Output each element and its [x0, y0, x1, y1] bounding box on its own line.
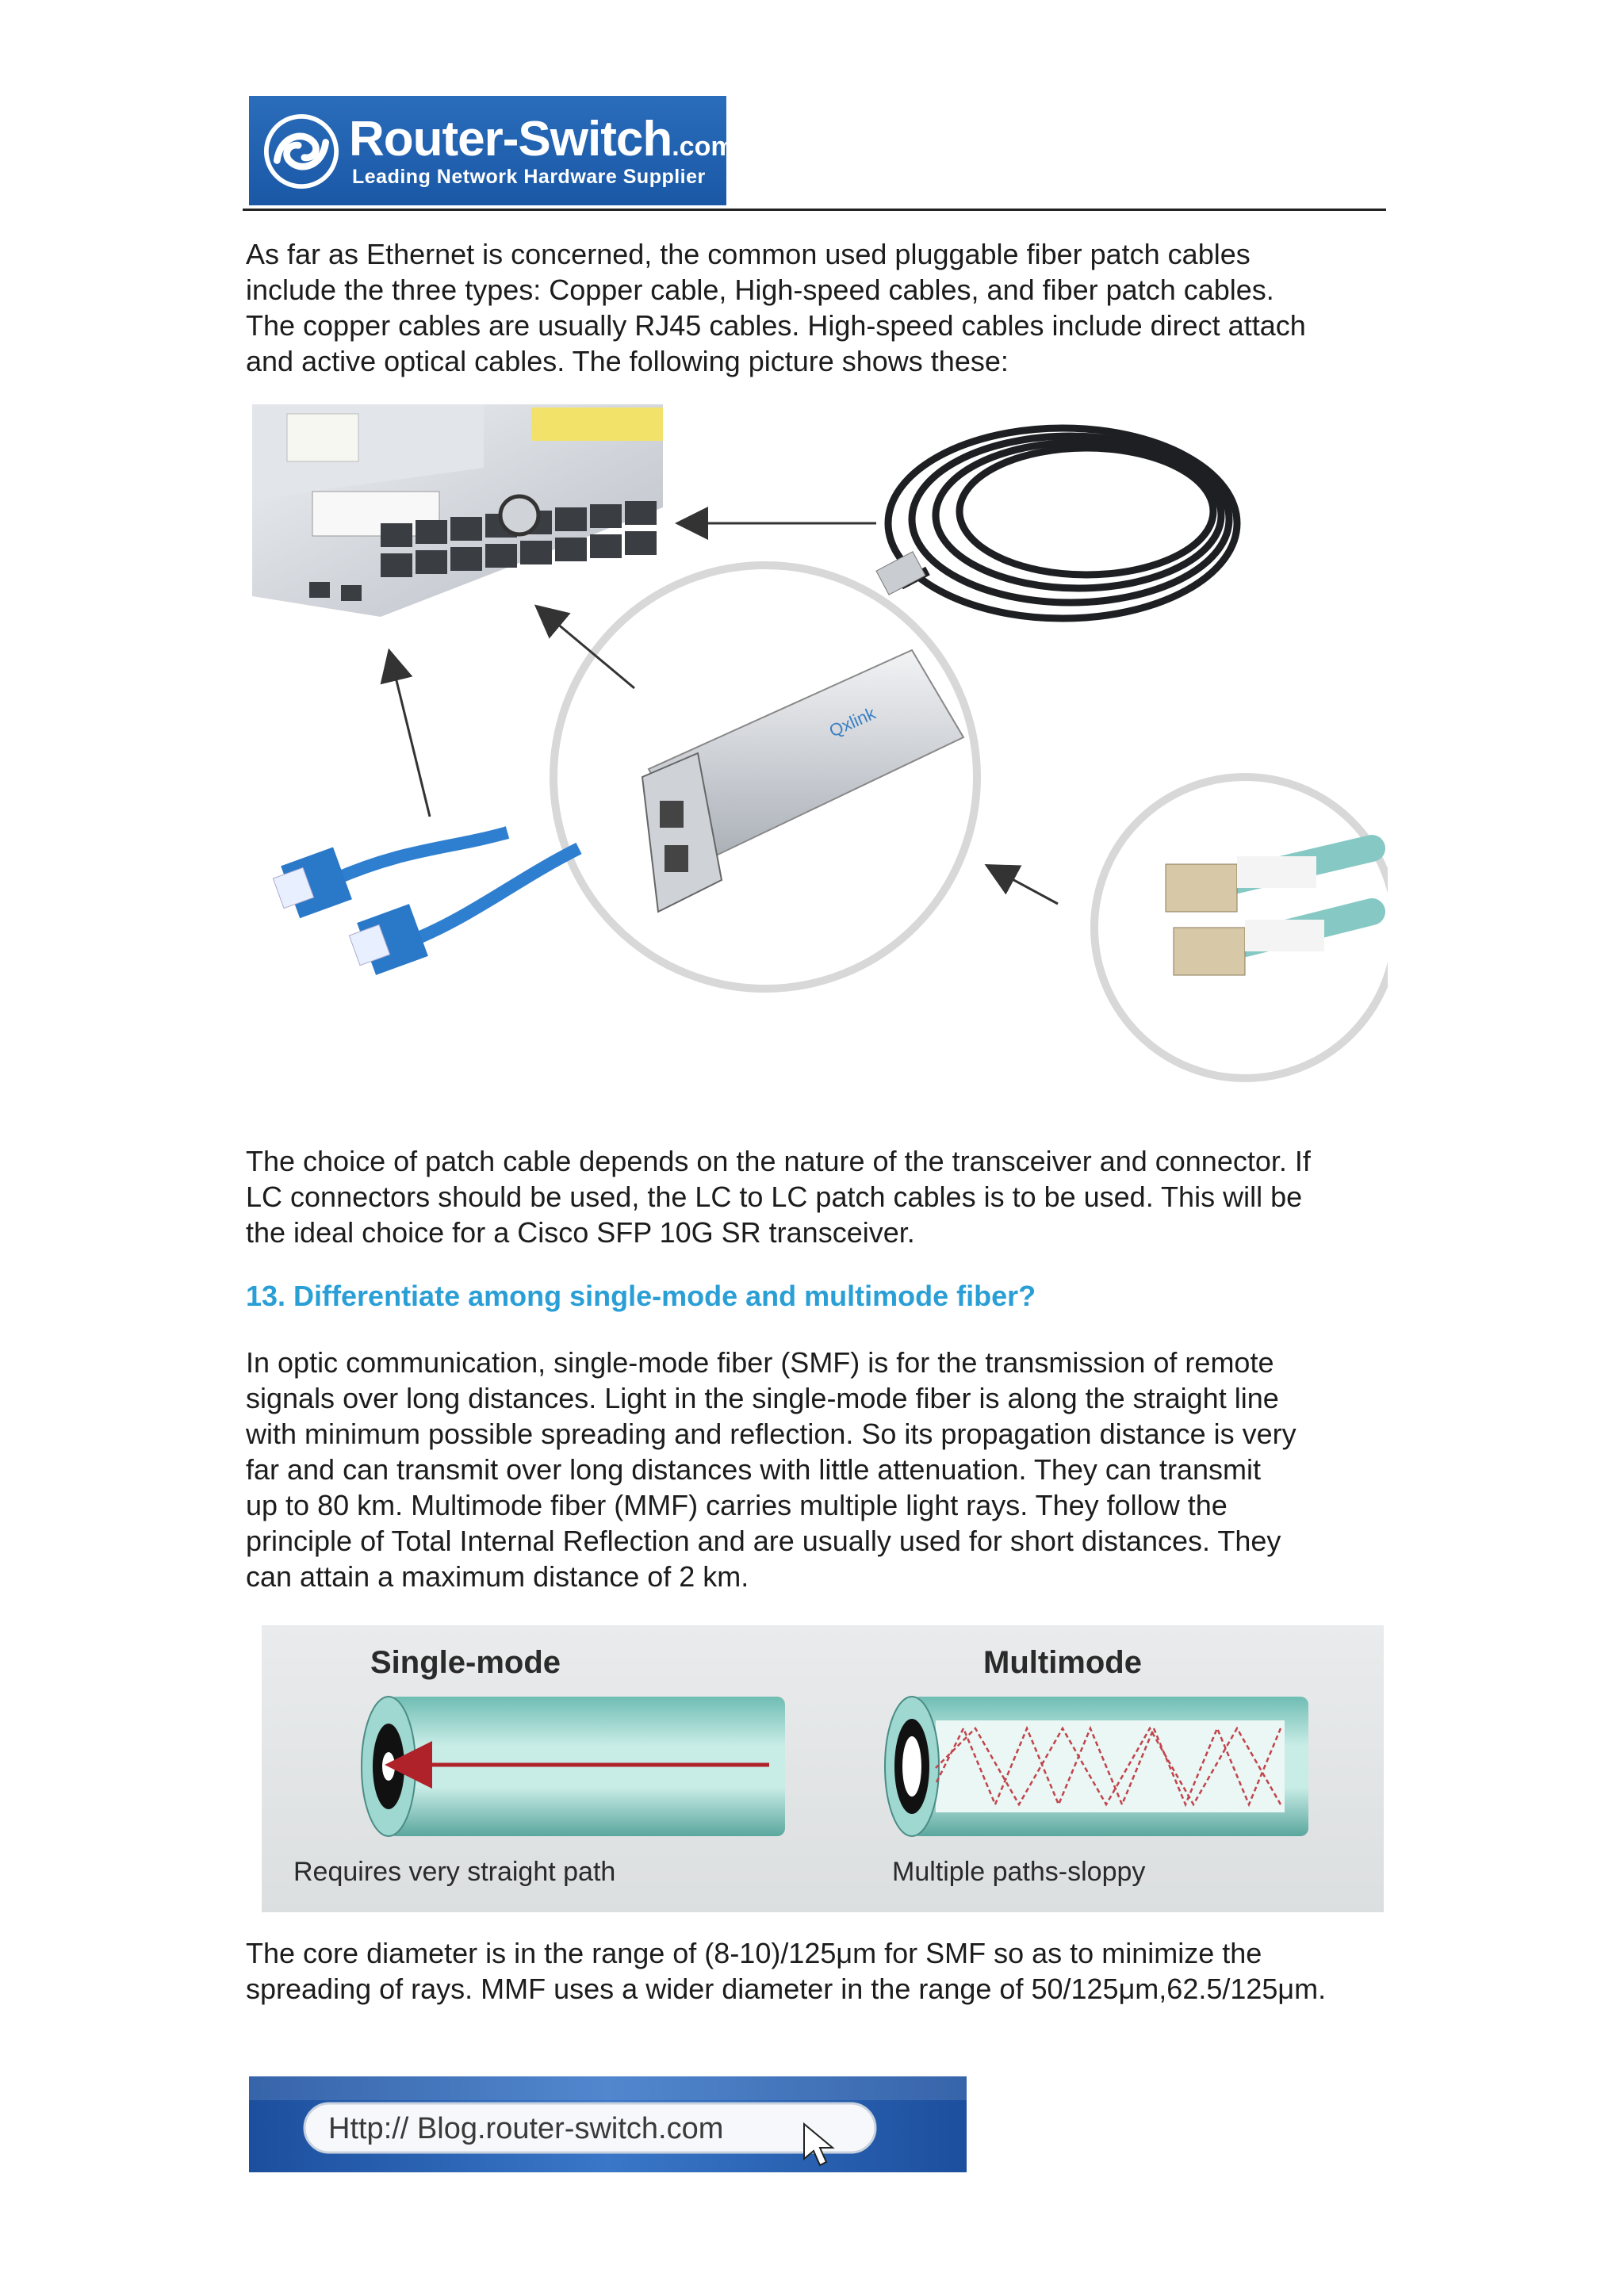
- logo-brand: Router-Switch.com: [349, 112, 735, 166]
- header-divider: [243, 209, 1386, 211]
- router-switch-logo-icon: [263, 113, 339, 189]
- single-mode-caption: Requires very straight path: [293, 1857, 616, 1887]
- blog-url-banner[interactable]: [249, 2076, 967, 2172]
- patch-cable-choice-paragraph: The choice of patch cable depends on the nature of the transceiver and connector. If LC connectors should be used, the LC to LC patch cables is to be used. This will be the ideal choice for a Cisco SFP 10G SR transceiver.: [246, 1145, 1311, 1249]
- single-mode-title: Single-mode: [370, 1645, 561, 1680]
- switch-chassis-image: [252, 404, 663, 617]
- multimode-title: Multimode: [983, 1645, 1142, 1680]
- dac-sfp-connector-image: [876, 552, 925, 595]
- multimode-fiber-graphic: [885, 1697, 1308, 1836]
- sfp-brand-label: Qxlink: [825, 702, 879, 741]
- single-mode-fiber-graphic: [362, 1697, 785, 1836]
- section-heading-13: 13. Differentiate among single-mode and multimode fiber?: [246, 1280, 1036, 1312]
- intro-paragraph: As far as Ethernet is concerned, the common used pluggable fiber patch cables include the three types: Copper cable, High-speed cables, and fiber patch cables. The copper cables are usually RJ45 cables. High-speed cables include direct attach and active optical cables. The following picture shows these:: [246, 238, 1306, 377]
- patch-cables-figure: [246, 404, 1388, 1118]
- blog-url-text: Http:// Blog.router-switch.com: [328, 2112, 724, 2145]
- fiber-mode-comparison-diagram: [262, 1625, 1384, 1912]
- dac-cable-image: [888, 428, 1237, 618]
- router-switch-logo[interactable]: [249, 96, 735, 205]
- fiber-modes-paragraph: In optic communication, single-mode fiber (SMF) is for the transmission of remote signals over long distances. Light in the single-mode fiber is along the straight line with minimum possible spreading and reflection. So its propagation distance is very far and can transmit over long distances with little attenuation. They can transmit up to 80 km. Multimode fiber (MMF) carries multiple light rays. They follow the principle of Total Internal Reflection and are usually used for short distances. They can attain a maximum distance of 2 km.: [246, 1346, 1297, 1593]
- core-diameter-paragraph: The core diameter is in the range of (8-10)/125μm for SMF so as to minimize the spreading of rays. MMF uses a wider diameter in the range of 50/125μm,62.5/125μm.: [246, 1937, 1327, 2005]
- lc-patch-cable-image: [1094, 777, 1388, 1078]
- rj45-copper-cable-image: [273, 832, 579, 975]
- sfp-transceiver-image: [553, 565, 977, 989]
- logo-tagline: Leading Network Hardware Supplier: [352, 166, 706, 188]
- multimode-caption: Multiple paths-sloppy: [892, 1857, 1146, 1887]
